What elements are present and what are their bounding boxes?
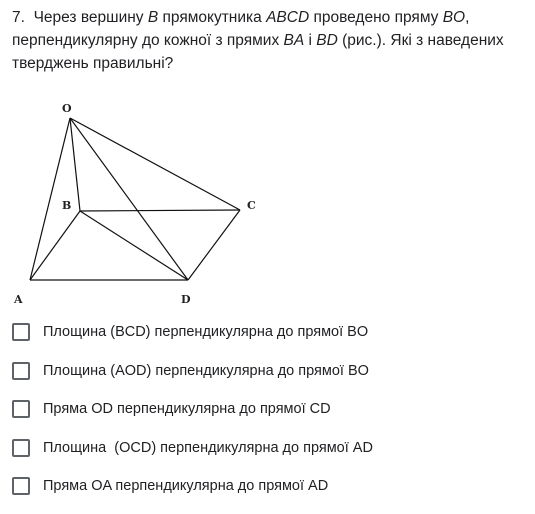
question-variable: B (147, 9, 159, 26)
question-text-part: і (304, 32, 317, 49)
checkbox[interactable] (12, 362, 30, 380)
question-text-part: , перпендикулярну до кожної з прямих (12, 9, 470, 49)
figure-svg (0, 95, 300, 315)
option-label: Пряма OD перпендикулярна до прямої CD (43, 401, 331, 418)
option-label: Площина (BCD) перпендикулярна до прямої BO (43, 324, 369, 341)
question-number: 7. (12, 9, 25, 26)
answer-option[interactable] (12, 429, 527, 468)
question-text (12, 6, 527, 75)
answer-option[interactable] (12, 313, 527, 352)
point-label-o: O (62, 102, 72, 115)
segment-ab (30, 211, 80, 280)
question-variable: ABCD (266, 9, 310, 26)
option-label: Площина (AOD) перпендикулярна до прямої BO (43, 362, 369, 379)
point-label-c: C (247, 199, 256, 212)
checkbox[interactable] (12, 439, 30, 457)
segment-bd (80, 211, 188, 280)
question-text-part: прямокутника (158, 9, 267, 26)
option-label: Площина (OCD) перпендикулярна до прямої AD (43, 439, 373, 456)
question-body (12, 9, 504, 72)
option-label: Пряма OA перпендикулярна до прямої AD (43, 478, 329, 495)
checkbox[interactable] (12, 477, 30, 495)
segment-ob (70, 118, 80, 211)
point-label-a: A (14, 293, 23, 306)
question-text-part: (рис.). Які з наведених тверджень правильні? (12, 32, 504, 72)
checkbox[interactable] (12, 400, 30, 418)
answer-option[interactable] (12, 352, 527, 391)
checkbox[interactable] (12, 323, 30, 341)
question-variable: BA (283, 32, 305, 49)
point-label-b: B (62, 199, 72, 212)
question-variable: BO (442, 9, 466, 26)
segment-od (70, 118, 188, 280)
answer-option[interactable] (12, 390, 527, 429)
segment-oc (70, 118, 240, 210)
point-label-d: D (181, 293, 191, 306)
question-text-part: Через вершину (33, 9, 148, 26)
answer-option[interactable] (12, 467, 527, 506)
answer-options (12, 313, 527, 506)
segment-cd (188, 210, 240, 280)
question-text-part: проведено пряму (309, 9, 443, 26)
geometry-figure (0, 95, 300, 315)
question-variable: BD (316, 32, 338, 49)
segment-bc (80, 210, 240, 211)
